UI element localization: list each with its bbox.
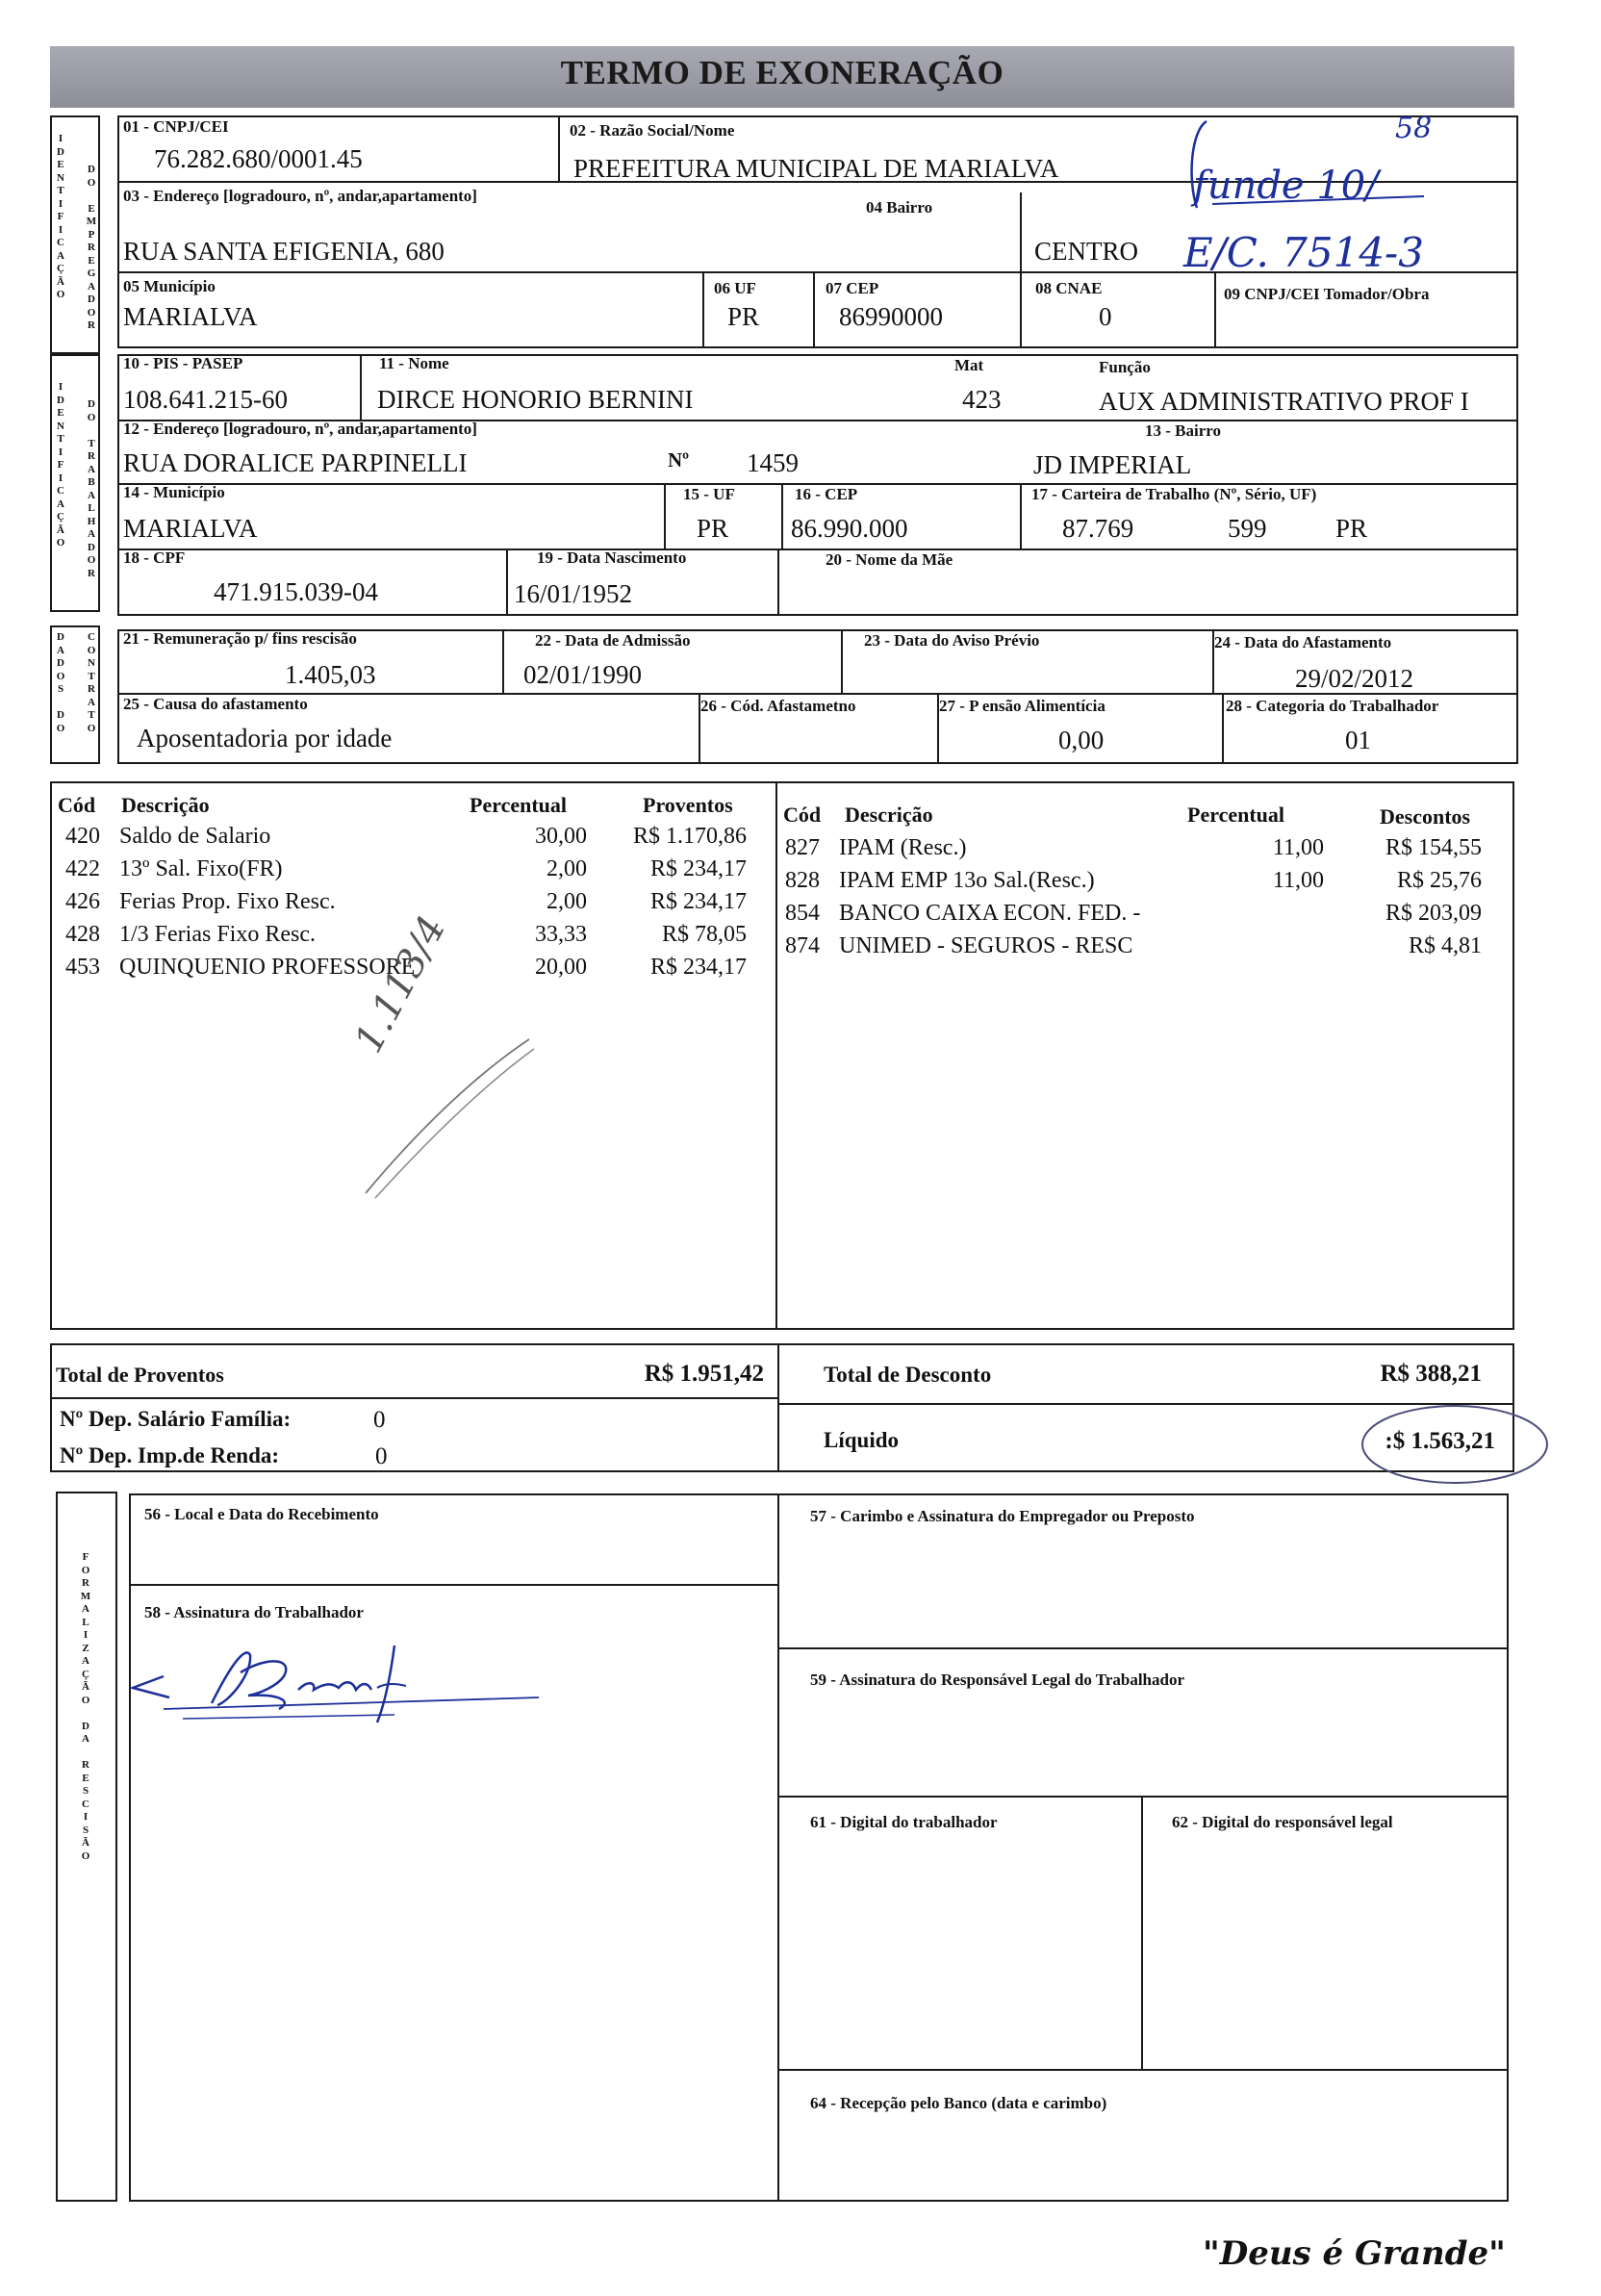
bairro-empregador-label: 04 Bairro (866, 198, 933, 217)
mat-value: 423 (962, 385, 1002, 414)
row-perc: 33,33 (535, 922, 587, 947)
uf-trabalhador-value: PR (697, 514, 729, 543)
total-proventos-value: R$ 1.951,42 (644, 1361, 764, 1387)
row-val: R$ 154,55 (1385, 835, 1482, 860)
descontos-header-perc: Percentual (1187, 803, 1285, 827)
municipio-empregador-value: MARIALVA (123, 302, 258, 331)
assinatura-trabalhador-label: 58 - Assinatura do Trabalhador (144, 1603, 364, 1621)
ctps-number: 87.769 (1062, 514, 1134, 543)
footer-motto: "Deus é Grande" (1203, 2234, 1506, 2273)
row-perc: 20,00 (535, 955, 587, 980)
side-label-empregador-b: D O E M P R E G A D O R (86, 164, 97, 331)
liquido-label: Líquido (824, 1428, 899, 1452)
cep-trabalhador-label: 16 - CEP (795, 485, 858, 503)
admissao-label: 22 - Data de Admissão (535, 631, 691, 650)
cnae-label: 08 CNAE (1035, 279, 1103, 297)
row-cod: 426 (65, 889, 100, 914)
row-desc: QUINQUENIO PROFESSORE (119, 955, 416, 980)
row-cod: 874 (785, 933, 820, 958)
assinatura-responsavel-label: 59 - Assinatura do Responsável Legal do Trabalhador (810, 1671, 1185, 1689)
afastamento-label: 24 - Data do Afastamento (1214, 633, 1392, 651)
uf-empregador-value: PR (727, 302, 760, 331)
side-label-trabalhador-b: D O T R A B A L H A D O R (87, 398, 96, 579)
cpf-label: 18 - CPF (123, 548, 186, 567)
nome-mae-label: 20 - Nome da Mãe (826, 550, 953, 569)
municipio-trabalhador-label: 14 - Município (123, 483, 225, 501)
uf-empregador-label: 06 UF (714, 279, 756, 297)
cnpj-label: 01 - CNPJ/CEI (123, 117, 229, 136)
remuneracao-label: 21 - Remuneração p/ fins rescisão (123, 629, 357, 648)
row-cod: 422 (65, 856, 100, 881)
row-desc: UNIMED - SEGUROS - RESC (839, 933, 1133, 958)
bairro-trabalhador-label: 13 - Bairro (1145, 421, 1222, 440)
row-cod: 827 (785, 835, 820, 860)
admissao-value: 02/01/1990 (523, 660, 643, 689)
row-perc: 2,00 (546, 889, 587, 914)
document-title: TERMO DE EXONERAÇÃO (560, 54, 1004, 91)
endereco-empregador-value: RUA SANTA EFIGENIA, 680 (123, 237, 445, 266)
side-label-contrato-b: C O N T R A T O (87, 631, 96, 734)
uf-trabalhador-label: 15 - UF (683, 485, 735, 503)
ctps-uf: PR (1335, 514, 1368, 543)
endereco-trabalhador-value: RUA DORALICE PARPINELLI (123, 448, 468, 477)
dep-salario-familia-value: 0 (373, 1407, 386, 1433)
categoria-value: 01 (1345, 726, 1371, 754)
row-val: R$ 4,81 (1408, 933, 1482, 958)
handwritten-note: 1.113/4 (346, 908, 455, 1060)
bairro-empregador-value: CENTRO (1034, 237, 1138, 266)
handwritten-ref-mid: funde 10/ (1193, 164, 1379, 208)
handwritten-underline (1183, 112, 1434, 217)
row-desc: Saldo de Salario (119, 824, 271, 849)
nascimento-label: 19 - Data Nascimento (537, 548, 687, 567)
row-val: R$ 234,17 (649, 856, 747, 881)
razao-social-value: PREFEITURA MUNICIPAL DE MARIALVA (573, 154, 1059, 183)
descontos-header-val: Descontos (1380, 804, 1471, 829)
pensao-label: 27 - P ensão Alimentícia (939, 697, 1105, 715)
descontos-header-cod: Cód (783, 803, 822, 827)
municipio-trabalhador-value: MARIALVA (123, 514, 258, 543)
row-desc: BANCO CAIXA ECON. FED. - (839, 901, 1141, 926)
nome-value: DIRCE HONORIO BERNINI (377, 385, 694, 414)
causa-label: 25 - Causa do afastamento (123, 695, 308, 713)
row-cod: 428 (65, 922, 100, 947)
dep-imp-renda-label: Nº Dep. Imp.de Renda: (60, 1443, 280, 1467)
local-data-recebimento-label: 56 - Local e Data do Recebimento (144, 1505, 379, 1523)
row-val: R$ 78,05 (661, 922, 747, 947)
row-cod: 854 (785, 901, 820, 926)
mat-label: Mat (954, 356, 984, 374)
row-val: R$ 203,09 (1385, 901, 1482, 926)
ctps-serie: 599 (1228, 514, 1267, 543)
row-val: R$ 234,17 (649, 955, 747, 980)
cep-trabalhador-value: 86.990.000 (791, 514, 908, 543)
ctps-label: 17 - Carteira de Trabalho (Nº, Sério, UF) (1031, 485, 1317, 503)
pensao-value: 0,00 (1058, 726, 1105, 754)
recepcao-banco-label: 64 - Recepção pelo Banco (data e carimbo) (810, 2094, 1107, 2112)
total-proventos-label: Total de Proventos (56, 1363, 224, 1387)
causa-value: Aposentadoria por idade (137, 724, 393, 753)
digital-trabalhador-label: 61 - Digital do trabalhador (810, 1813, 998, 1831)
row-desc: 1/3 Ferias Fixo Resc. (119, 922, 316, 947)
afastamento-value: 29/02/2012 (1295, 664, 1414, 693)
row-val: R$ 1.170,86 (632, 824, 747, 849)
side-label-empregador-a: I D E N T I F I C A Ç Ã O (56, 133, 65, 300)
row-desc: IPAM EMP 13o Sal.(Resc.) (839, 868, 1095, 893)
total-desconto-label: Total de Desconto (824, 1363, 992, 1387)
side-label-formalizacao: F O R M A L I Z A Ç Ã O D A R E S C I S Ã O (80, 1551, 91, 1862)
row-cod: 453 (65, 955, 100, 980)
razao-social-label: 02 - Razão Social/Nome (570, 121, 735, 140)
endereco-empregador-label: 03 - Endereço [logradouro, nº, andar,apartamento] (123, 187, 477, 205)
cpf-value: 471.915.039-04 (214, 577, 378, 606)
row-perc: 11,00 (1272, 868, 1324, 893)
row-perc: 30,00 (535, 824, 587, 849)
side-label-trabalhador-a: I D E N T I F I C A Ç Ã O (56, 381, 65, 548)
side-label-contrato-a: D A D O S D O (56, 631, 65, 734)
row-cod: 420 (65, 824, 100, 849)
cep-empregador-value: 86990000 (839, 302, 943, 331)
liquido-circle-mark (1355, 1401, 1553, 1492)
row-perc: 11,00 (1272, 835, 1324, 860)
proventos-header-desc: Descrição (121, 793, 210, 817)
handwritten-ref-top: 58 (1395, 112, 1433, 145)
row-desc: IPAM (Resc.) (839, 835, 967, 860)
dep-salario-familia-label: Nº Dep. Salário Família: (60, 1407, 292, 1431)
endereco-trabalhador-label: 12 - Endereço [logradouro, nº, andar,apartamento] (123, 420, 477, 438)
categoria-label: 28 - Categoria do Trabalhador (1226, 697, 1439, 715)
digital-responsavel-label: 62 - Digital do responsável legal (1172, 1813, 1393, 1831)
title-bar (50, 46, 1514, 108)
proventos-header-val: Proventos (643, 793, 733, 817)
municipio-empregador-label: 05 Município (123, 277, 216, 295)
nascimento-value: 16/01/1952 (514, 579, 633, 608)
carimbo-empregador-label: 57 - Carimbo e Assinatura do Empregador ou Preposto (810, 1507, 1195, 1525)
proventos-header-perc: Percentual (470, 793, 568, 817)
row-val: R$ 234,17 (649, 889, 747, 914)
handwritten-strikes (356, 1010, 539, 1203)
pis-value: 108.641.215-60 (123, 385, 288, 414)
descontos-header-desc: Descrição (845, 803, 933, 827)
numero-label: Nº (668, 448, 690, 472)
cep-empregador-label: 07 CEP (826, 279, 879, 297)
row-val: R$ 25,76 (1396, 868, 1482, 893)
numero-value: 1459 (747, 448, 799, 477)
dep-imp-renda-value: 0 (375, 1443, 388, 1469)
bairro-trabalhador-value: JD IMPERIAL (1033, 450, 1192, 479)
funcao-value: AUX ADMINISTRATIVO PROF I (1099, 387, 1469, 416)
row-cod: 828 (785, 868, 820, 893)
cnae-value: 0 (1099, 302, 1112, 331)
pis-label: 10 - PIS - PASEP (123, 354, 243, 372)
proventos-header-cod: Cód (58, 793, 96, 817)
nome-label: 11 - Nome (379, 354, 449, 372)
cod-afastamento-label: 26 - Cód. Afastametno (700, 697, 856, 715)
handwritten-ref-code: E/C. 7514-3 (1183, 229, 1424, 276)
row-desc: 13º Sal. Fixo(FR) (119, 856, 283, 881)
aviso-previo-label: 23 - Data do Aviso Prévio (864, 631, 1040, 650)
row-perc: 2,00 (546, 856, 587, 881)
total-desconto-value: R$ 388,21 (1380, 1361, 1482, 1387)
funcao-label: Função (1099, 358, 1151, 376)
liquido-value: :$ 1.563,21 (1385, 1428, 1495, 1454)
tomador-label: 09 CNPJ/CEI Tomador/Obra (1224, 285, 1430, 303)
row-desc: Ferias Prop. Fixo Resc. (119, 889, 336, 914)
cnpj-value: 76.282.680/0001.45 (154, 144, 363, 173)
remuneracao-value: 1.405,03 (285, 660, 376, 689)
worker-signature (125, 1626, 548, 1732)
